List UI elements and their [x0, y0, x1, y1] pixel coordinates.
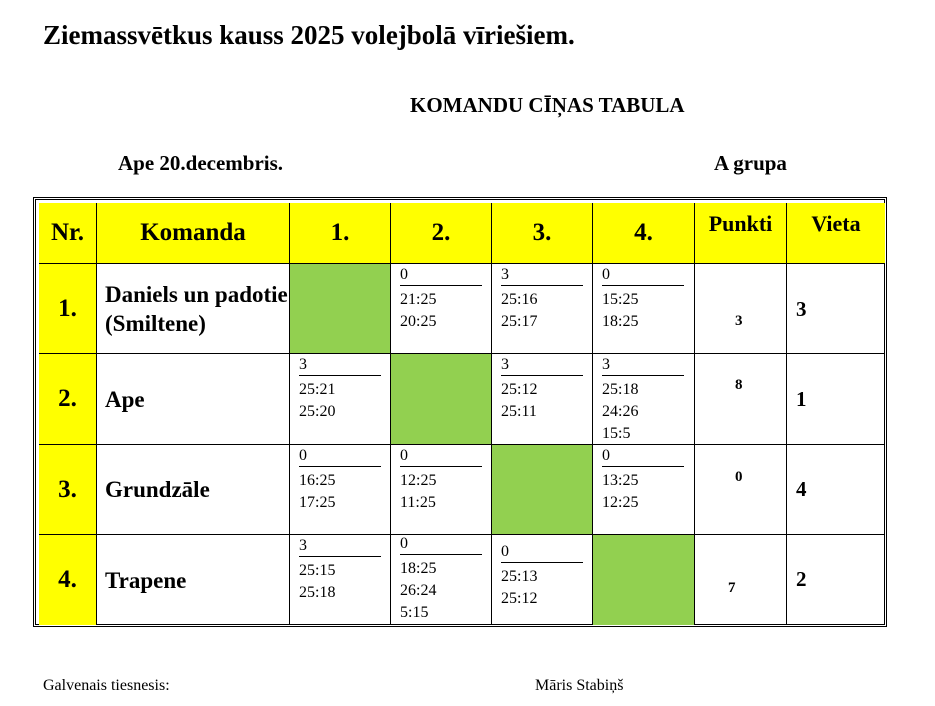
match-result [391, 535, 492, 625]
results-table [33, 197, 887, 627]
points-cell [695, 264, 787, 354]
place-cell [787, 354, 885, 445]
place-value: 1 [796, 387, 807, 411]
row-nr: 2. [39, 354, 97, 445]
header-col-3: 3. [492, 203, 593, 264]
row-nr: 1. [39, 264, 97, 354]
set-score: 15:5 [602, 425, 631, 442]
match-points: 0 [602, 447, 684, 467]
points-cell [695, 354, 787, 445]
match-points: 3 [299, 356, 381, 376]
header-col-1: 1. [290, 203, 391, 264]
match-result [391, 445, 492, 535]
set-score: 25:18 [299, 584, 336, 601]
set-score: 12:25 [400, 472, 437, 489]
match-points: 0 [400, 535, 482, 555]
points-cell [695, 535, 787, 625]
self-match-cell [290, 264, 391, 354]
self-match-cell [492, 445, 593, 535]
place-value: 2 [796, 567, 807, 591]
team-name: Grundzāle [97, 445, 290, 535]
set-score: 25:13 [501, 568, 538, 585]
place-value: 3 [796, 297, 807, 321]
match-points: 0 [501, 543, 583, 563]
location-date: Ape 20.decembris. [118, 151, 284, 175]
self-match-cell [391, 354, 492, 445]
set-score: 11:25 [400, 494, 436, 511]
row-nr: 3. [39, 445, 97, 535]
set-score: 17:25 [299, 494, 336, 511]
set-score: 25:21 [299, 381, 336, 398]
match-points: 0 [400, 266, 482, 286]
match-points: 0 [299, 447, 381, 467]
set-score: 18:25 [602, 313, 639, 330]
match-result [593, 264, 695, 354]
page-title: Ziemassvētkus kauss 2025 volejbolā vīriešiem. [43, 20, 575, 50]
match-points: 3 [299, 537, 381, 557]
row-nr: 4. [39, 535, 97, 625]
match-result [492, 535, 593, 625]
match-result [290, 354, 391, 445]
set-score: 18:25 [400, 560, 437, 577]
match-result [391, 264, 492, 354]
points-cell [695, 445, 787, 535]
set-score: 25:15 [299, 562, 336, 579]
place-cell [787, 445, 885, 535]
set-score: 25:20 [299, 403, 336, 420]
header-nr: Nr. [39, 203, 97, 264]
total-points: 7 [728, 580, 736, 596]
set-score: 16:25 [299, 472, 336, 489]
set-score: 25:17 [501, 313, 538, 330]
match-result [492, 264, 593, 354]
set-score: 24:26 [602, 403, 639, 420]
set-score: 26:24 [400, 582, 437, 599]
match-points: 3 [602, 356, 684, 376]
header-place: Vieta [787, 203, 885, 264]
match-result [593, 445, 695, 535]
match-points: 0 [602, 266, 684, 286]
total-points: 3 [735, 313, 743, 329]
header-col-4: 4. [593, 203, 695, 264]
match-result [492, 354, 593, 445]
place-value: 4 [796, 477, 807, 501]
set-score: 15:25 [602, 291, 639, 308]
set-score: 20:25 [400, 313, 437, 330]
team-name: Trapene [97, 535, 290, 625]
self-match-cell [593, 535, 695, 625]
team-name: Daniels un padotie (Smiltene) [97, 264, 290, 354]
set-score: 25:16 [501, 291, 538, 308]
match-points: 3 [501, 356, 583, 376]
set-score: 13:25 [602, 472, 639, 489]
team-name: Ape [97, 354, 290, 445]
match-points: 0 [400, 447, 482, 467]
header-col-2: 2. [391, 203, 492, 264]
set-score: 25:18 [602, 381, 639, 398]
group-label: A grupa [714, 151, 787, 175]
set-score: 25:12 [501, 381, 538, 398]
place-cell [787, 535, 885, 625]
header-team: Komanda [97, 203, 290, 264]
set-score: 25:12 [501, 590, 538, 607]
match-result [290, 535, 391, 625]
match-points: 3 [501, 266, 583, 286]
match-result [290, 445, 391, 535]
total-points: 8 [735, 377, 743, 393]
set-score: 12:25 [602, 494, 639, 511]
header-points: Punkti [695, 203, 787, 264]
chief-judge-label: Galvenais tiesnesis: [43, 677, 170, 694]
place-cell [787, 264, 885, 354]
match-result [593, 354, 695, 445]
set-score: 25:11 [501, 403, 537, 420]
set-score: 21:25 [400, 291, 437, 308]
total-points: 0 [735, 469, 743, 485]
table-subtitle: KOMANDU CĪŅAS TABULA [410, 93, 685, 117]
chief-judge-name: Māris Stabiņš [535, 677, 624, 694]
set-score: 5:15 [400, 604, 429, 621]
